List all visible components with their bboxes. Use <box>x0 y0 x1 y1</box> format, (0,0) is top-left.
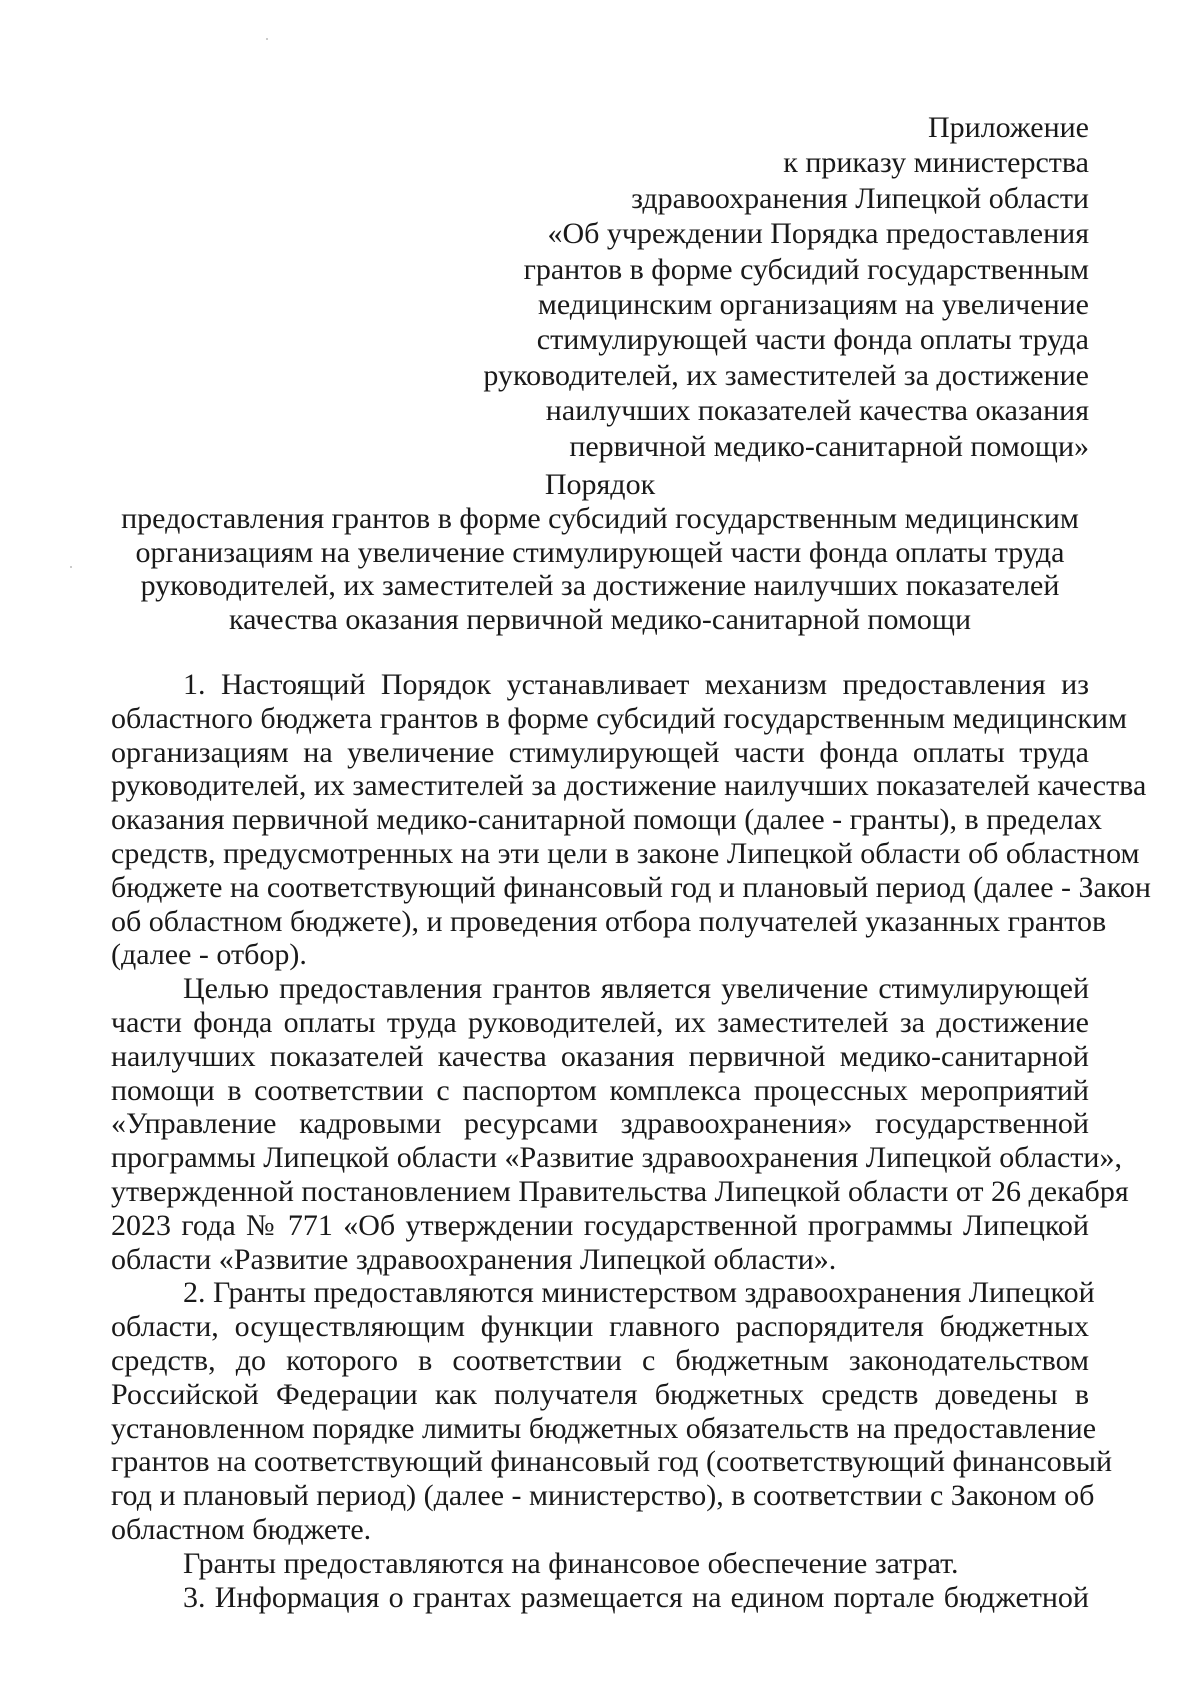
text-line: 1. Настоящий Порядок устанавливает механизм предоставления из <box>183 668 1089 701</box>
text-line: помощи в соответствии с паспортом комплекса процессных мероприятий <box>111 1073 1089 1107</box>
paragraph-financing <box>111 1547 1089 1581</box>
text-line: бюджете на соответствующий финансовый год и плановый период (далее - Закон <box>111 870 1151 904</box>
text-line: 2023 года № 771 «Об утверждении государственной программы Липецкой <box>111 1208 1089 1242</box>
text-line: (далее - отбор). <box>111 938 307 972</box>
subtitle-line: руководителей, их заместителей за достижение наилучших показателей <box>140 569 1060 602</box>
text-line: руководителей, их заместителей за достижение наилучших показателей качества <box>111 769 1147 803</box>
document-subtitle <box>110 502 1090 636</box>
text-line: наилучших показателей качества оказания первичной медико-санитарной <box>111 1039 1089 1073</box>
text-line: утвержденной постановлением Правительства Липецкой области от 26 декабря <box>111 1174 1129 1208</box>
text-line: средств, предусмотренных на эти цели в законе Липецкой области об областном <box>111 836 1140 870</box>
text-line: организациям на увеличение стимулирующей части фонда оплаты труда <box>111 735 1089 769</box>
scan-speck <box>70 566 72 568</box>
appendix-line: наилучших показателей качества оказания <box>545 394 1089 428</box>
appendix-line: здравоохранения Липецкой области <box>631 181 1089 215</box>
appendix-line: медицинским организациям на увеличение <box>537 288 1089 322</box>
text-line: Гранты предоставляются на финансовое обеспечение затрат. <box>183 1546 959 1580</box>
text-line: программы Липецкой области «Развитие здравоохранения Липецкой области», <box>111 1141 1122 1175</box>
text-line: грантов на соответствующий финансовый год (соответствующий финансовый <box>111 1445 1113 1479</box>
appendix-line: руководителей, их заместителей за достижение <box>483 358 1089 392</box>
subtitle-line: качества оказания первичной медико-санитарной помощи <box>228 602 972 636</box>
text-line: области «Развитие здравоохранения Липецкой области». <box>111 1242 837 1276</box>
scan-speck <box>266 38 268 40</box>
text-line: «Управление кадровыми ресурсами здравоохранения» государственной <box>111 1107 1089 1141</box>
appendix-line: грантов в форме субсидий государственным <box>523 252 1089 286</box>
appendix-line: Приложение <box>927 111 1089 144</box>
text-line: средств, до которого в соответствии с бюджетным законодательством <box>111 1343 1089 1377</box>
text-line: установленном порядке лимиты бюджетных обязательств на предоставление <box>111 1411 1097 1445</box>
paragraph-1 <box>111 668 1151 972</box>
appendix-line: «Об учреждении Порядка предоставления <box>547 217 1089 251</box>
text-line: областного бюджета грантов в форме субсидий государственным медицинским <box>111 701 1127 735</box>
subtitle-line: предоставления грантов в форме субсидий государственным медицинским <box>121 502 1079 535</box>
text-line: Российской Федерации как получателя бюджетных средств доведены в <box>111 1377 1089 1411</box>
text-line: 2. Гранты предоставляются министерством здравоохранения Липецкой <box>183 1276 1095 1310</box>
text-line: Целью предоставления грантов является увеличение стимулирующей <box>183 972 1089 1006</box>
appendix-line: к приказу министерства <box>783 146 1089 180</box>
text-line: 3. Информация о грантах размещается на едином портале бюджетной <box>183 1580 1089 1614</box>
text-line: областном бюджете. <box>111 1512 372 1546</box>
appendix-line: стимулирующей части фонда оплаты труда <box>536 323 1089 357</box>
text-line: оказания первичной медико-санитарной помощи (далее - гранты), в пределах <box>111 803 1103 837</box>
subtitle-line: организациям на увеличение стимулирующей части фонда оплаты труда <box>135 535 1065 569</box>
text-line: части фонда оплаты труда руководителей, их заместителей за достижение <box>111 1005 1089 1039</box>
document-body <box>111 668 1151 1614</box>
appendix-header <box>449 110 1089 464</box>
paragraph-goal <box>111 972 1129 1276</box>
document-title: Порядок <box>544 468 656 501</box>
text-line: об областном бюджете), и проведения отбора получателей указанных грантов <box>111 904 1107 938</box>
paragraph-2 <box>111 1276 1113 1546</box>
text-line: год и плановый период) (далее - министерство), в соответствии с Законом об <box>111 1479 1095 1513</box>
paragraph-3 <box>111 1581 1089 1615</box>
appendix-line: первичной медико-санитарной помощи» <box>569 429 1089 463</box>
text-line: области, осуществляющим функции главного распорядителя бюджетных <box>111 1310 1089 1344</box>
